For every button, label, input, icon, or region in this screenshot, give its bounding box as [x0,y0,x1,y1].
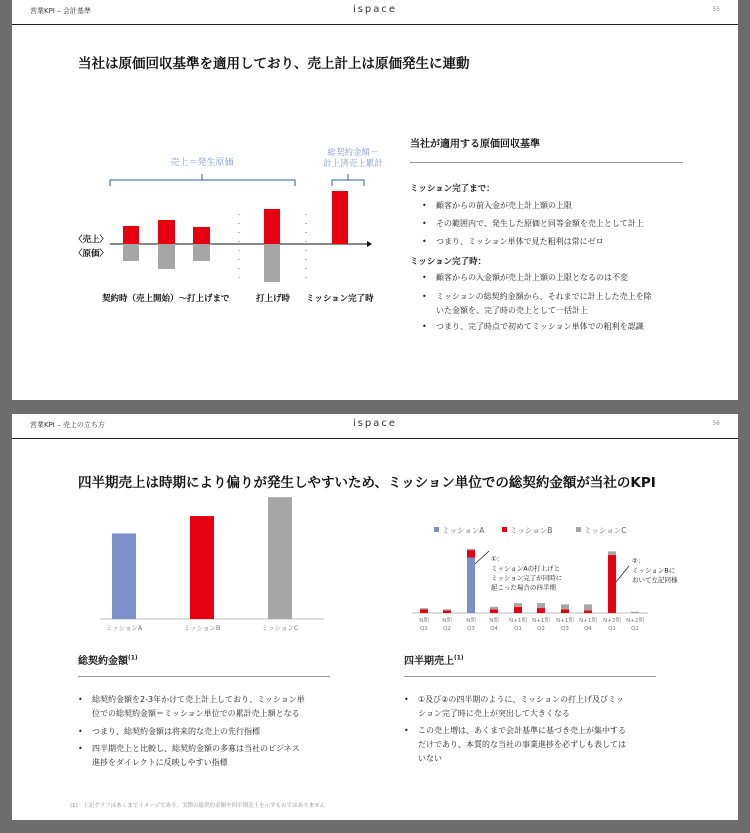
x-tick-label: N+1期 [579,618,597,624]
x-tick-label: ミッションC [261,624,299,632]
legend-label: ミッションB [510,526,553,535]
until-completion-subhead: ミッション完了まで： [410,184,495,194]
x-tick-label: Q2 [537,626,545,632]
legend-swatch [434,527,439,532]
sales-bar [264,209,280,244]
bar-segment [420,608,428,609]
x-tick-label: Q1 [608,626,616,632]
bullet-line: ション完了時に売上が突出して大きくなる [418,709,570,718]
x-tick-label: Q2 [631,626,639,632]
bullet-line: 位での総契約金額＝ミッション単位での累計売上額となる [92,709,300,718]
sales-bar [123,226,139,244]
cost-recovery-heading: 当社が適用する原価回収基準 [410,139,540,150]
x-tick-label: N+1期 [509,618,527,624]
ispace-logo: ispace [352,418,398,429]
sales-bar [332,191,348,244]
bullet-item [404,693,624,721]
bar-segment [584,604,592,610]
heading-rule [404,676,656,677]
heading-text: 総契約金額 [78,656,128,667]
x-tick-label: N+1期 [556,618,574,624]
annotation-text: ②： [632,557,645,565]
annotation-text: ①： [491,555,504,563]
at-completion-subhead: ミッション完了時： [410,257,487,267]
x-tick-label: N期 [466,618,476,624]
footnote: (1) 上記グラフはあくまでイメージであり、実際の総契約金額や四半期売上を示すものではありません [70,803,326,809]
legend-swatch [576,527,581,532]
x-tick-label: Q1 [420,626,428,632]
bullet-item [78,693,305,721]
slide-accounting-standard [12,0,738,400]
heading-rule [78,676,330,677]
bullet-line: いた金額を、完了時の売上として一括計上 [436,306,588,315]
slide-revenue-pattern [12,414,738,820]
annotation-leader [475,551,489,564]
bar-segment [467,550,475,557]
cost-bar [123,244,139,261]
x-label-launch: 打上げ時 [256,294,291,304]
footnote-ref: (1) [128,654,138,662]
x-tick-label: Q3 [561,626,569,632]
ispace-logo: ispace [352,4,398,15]
slide-title: 四半期売上は時期により偏りが発生しやすいため、ミッション単位での総契約金額が当社のKPI [78,475,656,491]
x-tick-label: N+2期 [603,618,621,624]
bar-segment [537,608,545,613]
x-label-completion: ミッション完了時 [306,294,374,304]
sales-bar [193,227,210,244]
cost-bar [158,244,175,269]
annotation-text: ミッション完了が同時に [491,574,563,582]
bar-segment [443,611,451,613]
bullet-item [404,724,626,766]
sales-bar [158,220,175,244]
bar-segment [561,604,569,609]
section-label: 営業KPI – 会計基準 [30,7,91,15]
label-cost: 〈原価〉 [74,249,109,259]
label-sales: 〈売上〉 [74,235,109,245]
x-tick-label: N+1期 [532,618,550,624]
bar-segment [608,555,616,613]
legend-label: ミッションC [584,526,627,535]
bullet-line: 四半期売上と比較し、総契約金額の多寡は当社のビジネス [92,744,300,753]
cost-bar [193,244,210,261]
bar-segment [584,611,592,613]
bullet-line: だけであり、本質的な当社の事業進捗を必ずしも表しては [418,740,626,749]
x-tick-label: Q3 [467,626,475,632]
bullet-item: • 顧客からの前入金が売上計上額の上限 [422,199,572,213]
brace-completion [332,174,364,186]
bar-segment [490,609,498,613]
annotation-text: ミッションAの打上げと [491,564,561,573]
x-tick-label: Q2 [443,626,451,632]
revenue-recognition-diagram [12,0,738,400]
x-tick-label: Q4 [584,626,592,632]
bar-segment [608,551,616,555]
bullet-line: ミッションの総契約金額から、それまでに計上した売上を除 [436,292,652,301]
bullet-line: 総契約金額を2-3年かけて売上計上しており、ミッション単 [92,695,305,704]
bullet-item: • その範囲内で、発生した原価と同等金額を売上として計上 [422,217,644,231]
bullet-line: ①及び②の四半期のように、ミッションの打上げ及びミッ [418,695,624,704]
x-label-contract: 契約時（売上開始）～打上げまで [102,294,230,304]
x-tick-label: Q1 [514,626,522,632]
x-tick-label: N+2期 [626,618,644,624]
bullet-item: • つまり、総契約金額は将来的な売上の先行指標 [78,725,260,739]
heading-text: 四半期売上 [404,656,454,667]
page-number: 55 [712,6,720,13]
annotation-text: おいて左記同様 [632,576,678,584]
x-tick-label: ミッションB [183,624,221,632]
annotation-leader [616,566,629,582]
quarterly-revenue-chart [12,414,738,644]
bar-segment [443,609,451,610]
bar-segment [561,609,569,613]
bullet-item: • 顧客からの入金額が売上計上額の上限となるのは不変 [422,271,628,285]
bullet-item: • つまり、完了時点で初めてミッション単体での粗利を認識 [422,320,644,334]
page-number: 56 [712,420,720,427]
brace-cost-period [110,174,295,186]
cost-bar [264,244,280,282]
bar-segment [514,603,522,607]
bullet-line: いない [418,754,442,763]
legend-swatch [502,527,507,532]
legend-label: ミッションA [442,526,485,535]
axis-arrow [367,241,372,247]
x-tick-label: N期 [489,618,499,624]
bar-segment [490,607,498,609]
section-label: 営業KPI – 売上の立ち方 [30,421,105,429]
x-tick-label: N期 [442,618,452,624]
x-tick-label: Q4 [490,626,498,632]
annotation-text: ミッションBに [632,566,676,575]
x-tick-label: ミッションA [105,624,143,632]
bullet-item [422,290,652,318]
bar-segment [514,607,522,613]
bar-segment [467,558,475,614]
total-contract-heading [78,652,138,667]
bullet-item [78,742,300,770]
bullet-line: 進捗をダイレクトに反映しやすい指標 [92,758,228,767]
annotation-text: 起こった場合の四半期 [491,583,556,592]
footnote-ref: (1) [454,654,464,662]
total-label-line1: 総契約金額－ [327,148,379,158]
bar-segment [537,603,545,608]
bar-segment [467,549,475,550]
bullet-line: この売上増は、あくまで会計基準に基づき売上が集中する [418,726,626,735]
heading-rule [410,162,683,163]
brace-label: 売上＝発生原価 [170,158,234,168]
bar-segment [631,612,639,613]
bullet-item: • つまり、ミッション単体で見た粗利は常にゼロ [422,235,604,249]
total-label-line2: 計上済売上累計 [323,159,383,169]
bar-segment [420,609,428,613]
quarterly-revenue-heading [404,652,464,667]
slide-title: 当社は原価回収基準を適用しており、売上計上は原価発生に連動 [78,56,470,72]
x-tick-label: N期 [419,618,429,624]
